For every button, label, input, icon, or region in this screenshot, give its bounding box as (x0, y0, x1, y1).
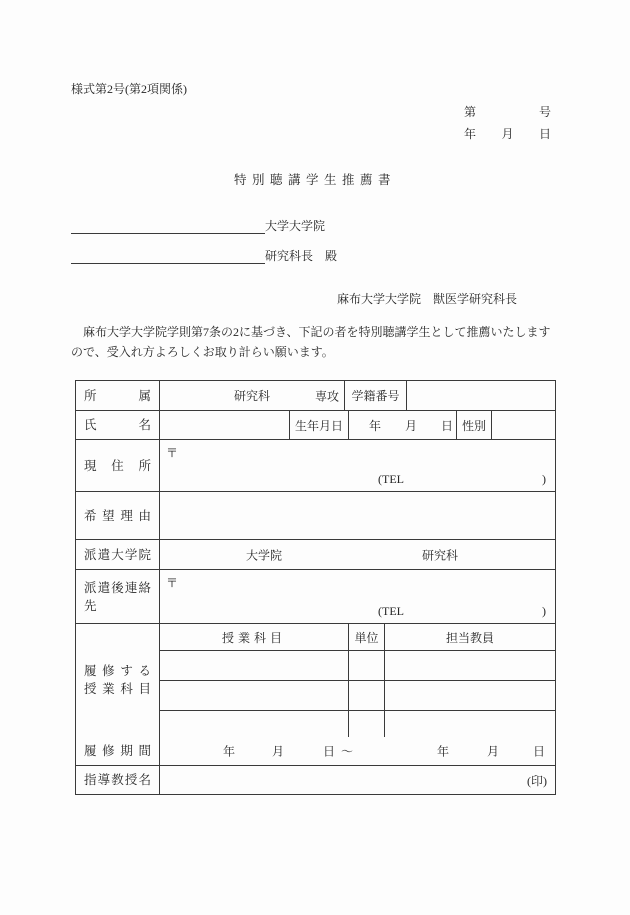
name-blank-cell (159, 411, 289, 439)
tel-close-label2: ) (542, 604, 546, 618)
period-day2-label: 日 (533, 744, 546, 758)
dob-year-label: 年 (369, 418, 382, 433)
course-row-1 (159, 650, 555, 680)
tel-open-label: (TEL (378, 472, 404, 486)
courses-label-line1: 履修する (84, 664, 151, 678)
page-title: 特別聴講学生推薦書 (233, 173, 396, 187)
doc-no-prefix: 第 (464, 105, 477, 119)
name-label-cell: 氏名 (84, 418, 151, 432)
form-number-label: 様式第2号(第2項関係) (71, 82, 187, 96)
date-day-label: 日 (538, 127, 551, 141)
course-row-3 (159, 710, 555, 737)
dept-suffix-label2: 研究科 (422, 548, 459, 562)
advisor-label-cell: 指導教授名 (84, 773, 151, 787)
course-name-blank-cell (159, 711, 348, 737)
seal-mark-label: (印) (527, 773, 547, 788)
course-name-blank-cell (159, 681, 348, 710)
reason-label-cell: 希望理由 (84, 508, 151, 523)
row-reason (76, 491, 555, 539)
course-name-header-cell: 授業科目 (159, 624, 348, 650)
date-line (464, 125, 551, 142)
unit-header-cell: 単位 (348, 624, 384, 650)
period-year1-label: 年 (223, 744, 236, 758)
courses-section (76, 623, 555, 736)
dob-date-cell (348, 411, 456, 439)
dean-suffix: 研究科長 殿 (265, 249, 338, 263)
reason-input-cell (159, 492, 555, 539)
row-address (76, 439, 555, 491)
dob-label-cell: 生年月日 (289, 411, 348, 439)
dispatch-univ-input-cell (159, 540, 555, 569)
teacher-header-cell: 担当教員 (384, 624, 555, 650)
university-name-blank (71, 220, 265, 234)
gender-label-cell: 性別 (456, 411, 491, 439)
dean-name-blank (71, 250, 265, 264)
period-day1-label: 日 (323, 744, 336, 758)
postal-mark2: 〒 (166, 576, 179, 590)
courses-label-line2: 授業科目 (84, 682, 151, 696)
dispatch-contact-label-cell: 派遣後連絡先 (84, 580, 151, 613)
courses-label-cell (76, 624, 159, 736)
courses-subtable (159, 624, 555, 736)
teacher-blank-cell (384, 651, 555, 680)
grad-suffix-label: 大学院 (246, 548, 283, 562)
row-dispatch-univ (76, 539, 555, 569)
teacher-blank-cell (384, 681, 555, 710)
form-table (75, 380, 556, 795)
university-suffix: 大学大学院 (265, 219, 326, 233)
dept-suffix-label: 研究科 (233, 389, 270, 403)
unit-blank-cell (348, 651, 384, 680)
period-input-cell (159, 736, 555, 765)
address-input-cell (159, 440, 555, 491)
dob-day-label: 日 (440, 418, 453, 433)
period-year2-label: 年 (437, 744, 450, 758)
dob-month-label: 月 (404, 418, 417, 433)
student-no-blank-cell (406, 381, 555, 410)
courses-header-row (159, 624, 555, 650)
address-tel-line (160, 472, 555, 487)
row-advisor (76, 765, 555, 794)
period-label-cell: 履修期間 (84, 743, 151, 758)
period-month1-label: 月 (272, 744, 285, 758)
addressee-university-line (71, 217, 325, 234)
major-suffix-label: 専攻 (314, 389, 339, 403)
dispatch-contact-input-cell (159, 570, 555, 623)
advisor-input-cell (159, 766, 555, 794)
gender-blank-cell (491, 411, 555, 439)
tel-close-label: ) (542, 472, 546, 486)
teacher-blank-cell (384, 711, 555, 737)
addressee-dean-line (71, 247, 337, 264)
row-dispatch-contact (76, 569, 555, 623)
unit-blank-cell (348, 681, 384, 710)
period-month2-label: 月 (487, 744, 500, 758)
date-year-label: 年 (464, 127, 477, 141)
address-label-cell: 現住所 (84, 458, 151, 473)
row-name (76, 410, 555, 439)
affiliation-dept-cell (159, 381, 344, 410)
course-name-blank-cell (159, 651, 348, 680)
dispatch-univ-label-cell: 派遣大学院 (84, 547, 151, 562)
body-paragraph: 麻布大学大学院学則第7条の2に基づき、下記の者を特別聴講学生として推薦いたしますので、受入れ方よろしくお取り計らい願います。 (71, 325, 551, 359)
row-period (76, 736, 555, 765)
tel-open-label2: (TEL (378, 604, 404, 618)
student-no-label-cell: 学籍番号 (344, 381, 406, 410)
postal-mark: 〒 (166, 446, 179, 460)
course-row-2 (159, 680, 555, 710)
document-number-line (464, 103, 551, 120)
row-affiliation (76, 381, 555, 410)
contact-tel-line (160, 604, 555, 619)
unit-blank-cell (348, 711, 384, 737)
period-tilde: ～ (341, 744, 354, 758)
affiliation-label-cell: 所属 (84, 388, 151, 403)
doc-no-suffix: 号 (538, 105, 551, 119)
date-month-label: 月 (501, 127, 514, 141)
sender-line: 麻布大学大学院 獣医学研究科長 (337, 292, 518, 306)
